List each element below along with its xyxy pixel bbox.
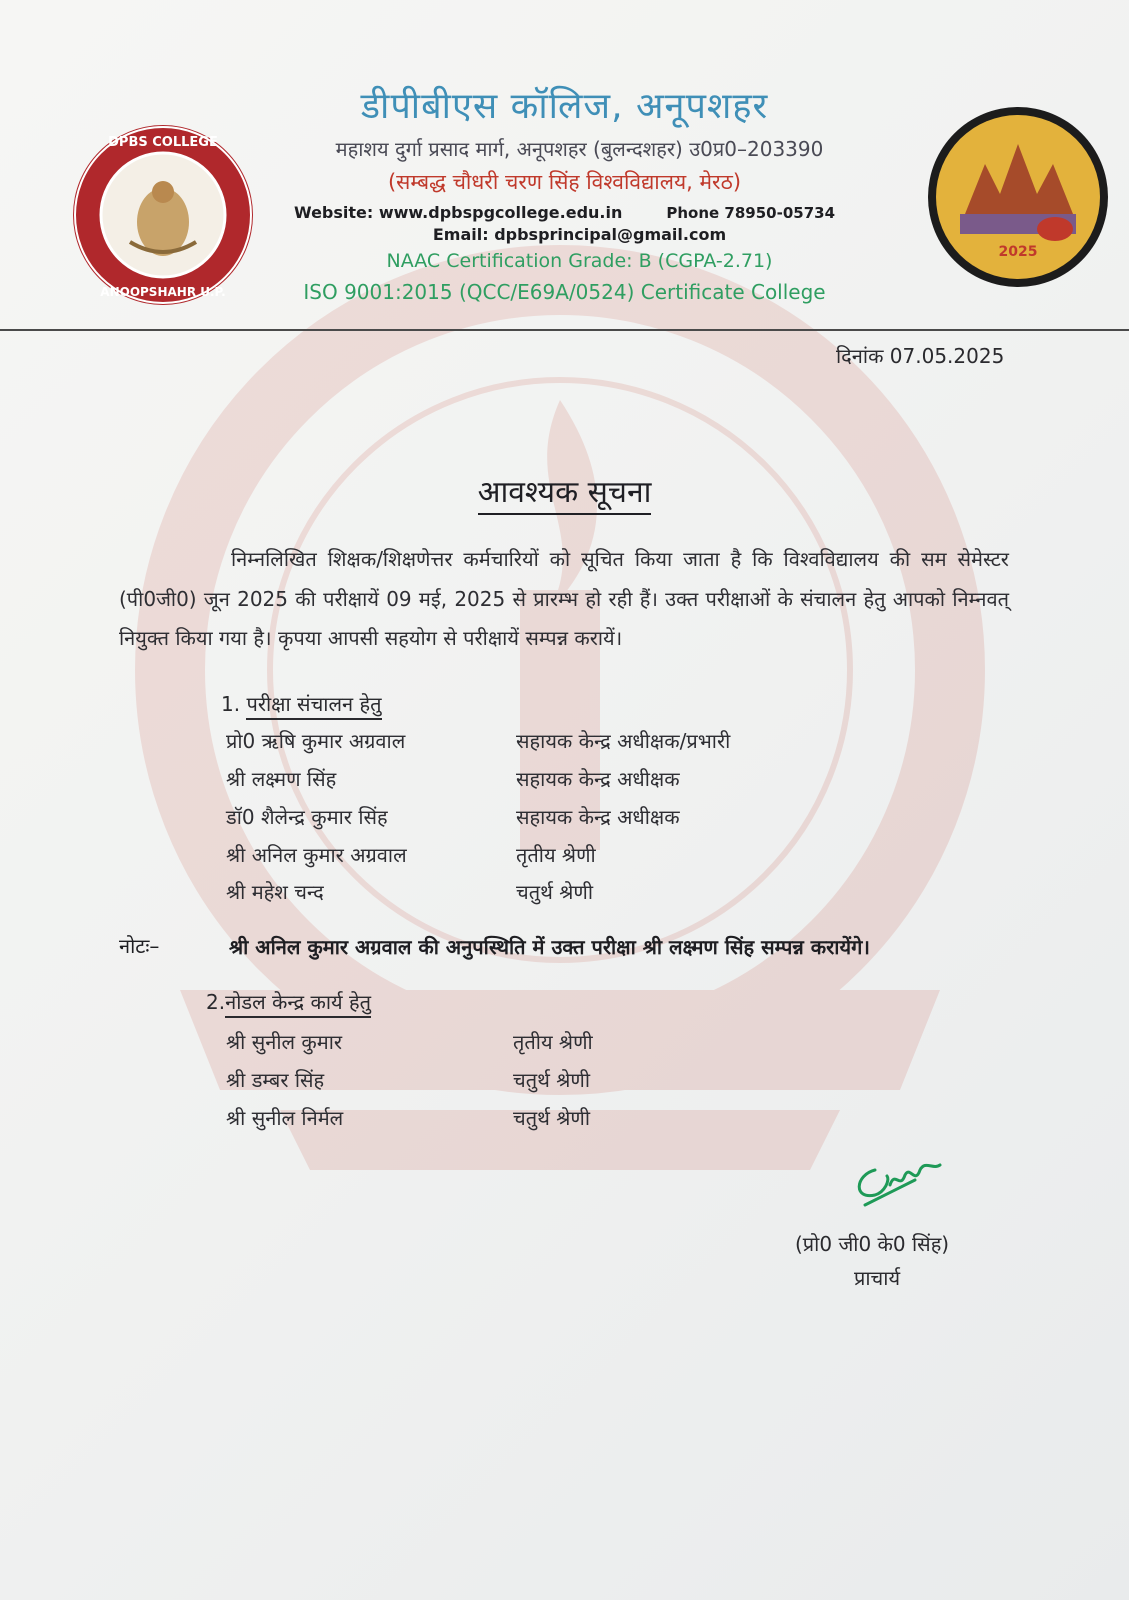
note-text: श्री अनिल कुमार अग्रवाल की अनुपस्थिति में उक्त परीक्षा श्री लक्ष्मण सिंह सम्पन्न करायेंगे। xyxy=(229,935,870,959)
college-address: महाशय दुर्गा प्रसाद मार्ग, अनूपशहर (बुलन्दशहर) उ0प्र0–203390 xyxy=(335,137,824,161)
header-divider xyxy=(0,329,1129,331)
staff-name: श्री सुनील निर्मल xyxy=(226,1106,344,1130)
svg-text:ANOOPSHAHR U.P.: ANOOPSHAHR U.P. xyxy=(100,285,226,299)
iso-certification: ISO 9001:2015 (QCC/E69A/0524) Certificate College xyxy=(303,280,826,304)
staff-name: श्री सुनील कुमार xyxy=(226,1030,343,1054)
staff-name: श्री महेश चन्द xyxy=(226,880,324,904)
phone-text: Phone 78950-05734 xyxy=(666,204,836,222)
section-2-title: 2.नोडल केन्द्र कार्य हेतु xyxy=(206,988,371,1015)
staff-role: सहायक केन्द्र अधीक्षक xyxy=(516,767,680,791)
staff-role: सहायक केन्द्र अधीक्षक xyxy=(516,805,680,829)
note-label: नोटः– xyxy=(119,934,160,958)
staff-role: चतुर्थ श्रेणी xyxy=(516,880,594,904)
email-text: Email: dpbsprincipal@gmail.com xyxy=(432,225,727,244)
notice-date: दिनांक 07.05.2025 xyxy=(836,344,1005,368)
staff-role: चतुर्थ श्रेणी xyxy=(513,1068,591,1092)
staff-name: श्री डम्बर सिंह xyxy=(226,1068,325,1092)
svg-text:2025: 2025 xyxy=(998,244,1038,260)
staff-name: प्रो0 ऋषि कुमार अग्रवाल xyxy=(226,729,406,753)
signature-mark xyxy=(845,1140,955,1210)
staff-role: चतुर्थ श्रेणी xyxy=(513,1106,591,1130)
signatory-name: (प्रो0 जी0 के0 सिंह) xyxy=(795,1232,950,1256)
staff-name: श्री अनिल कुमार अग्रवाल xyxy=(226,843,407,867)
staff-role: सहायक केन्द्र अधीक्षक/प्रभारी xyxy=(516,729,731,753)
staff-role: तृतीय श्रेणी xyxy=(516,843,596,867)
college-name: डीपीबीएस कॉलिज, अनूपशहर xyxy=(360,86,769,127)
website-text: Website: www.dpbspgcollege.edu.in xyxy=(293,203,623,222)
svg-text:DPBS COLLEGE: DPBS COLLEGE xyxy=(108,135,218,150)
staff-name: डॉ0 शैलेन्द्र कुमार सिंह xyxy=(226,805,388,829)
naac-grade: NAAC Certification Grade: B (CGPA-2.71) xyxy=(386,250,773,272)
section-1-title: 1. परीक्षा संचालन हेतु xyxy=(221,690,382,717)
signatory-designation: प्राचार्य xyxy=(854,1266,901,1290)
staff-name: श्री लक्ष्मण सिंह xyxy=(226,767,337,791)
college-affiliation: (सम्बद्ध चौधरी चरण सिंह विश्वविद्यालय, मेरठ) xyxy=(387,170,742,194)
staff-role: तृतीय श्रेणी xyxy=(513,1030,593,1054)
notice-heading: आवश्यक सूचना xyxy=(0,470,1129,511)
notice-body: निम्नलिखित शिक्षक/शिक्षणेत्तर कर्मचारियों को सूचित किया जाता है कि विश्वविद्यालय की सम सेमेस्टर (पी0जी0) जून 2025 की परीक्षायें 09 मई, 2025 से प्रारम्भ हो रही हैं। उक्त परीक्षाओं के संचालन हेतु आपको निम्नवत् नियुक्त किया गया है। कृपया आपसी सहयोग से परीक्षायें सम्पन्न करायें। xyxy=(119,547,1009,650)
contact-line xyxy=(0,203,1129,222)
